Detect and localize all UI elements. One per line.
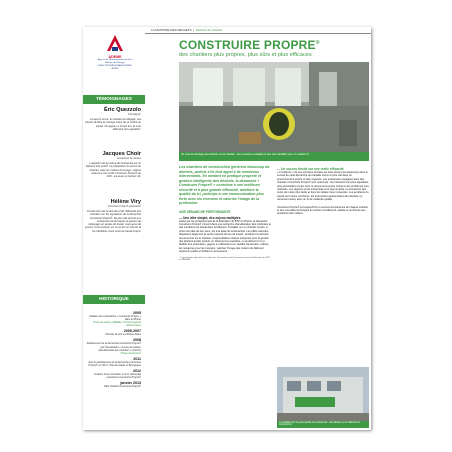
testimonial [85, 151, 141, 178]
history-year: janvier 2013 [120, 381, 141, 386]
logo-direction: DIRECTION RÉGIONALE RHÔNE-ALPES [97, 65, 133, 70]
section-heading: UNE DÉMARCHE PERFORMANTE [179, 209, 231, 214]
article-title [179, 38, 320, 52]
history-event: Période de test en Rhône-Alpes [105, 333, 141, 337]
testimonial [85, 107, 141, 131]
testimonial-role: Conducteur de travaux [116, 157, 141, 160]
footnote: * Organisation régie dans le cadre des Conventions de Partenariat entre la Fédération du BTP et l'ADEME. [179, 256, 271, 262]
logo-subtitle: Agence de l'Environnement et de la Maîtrise de l'Énergie [97, 59, 133, 64]
testimonial [85, 199, 141, 233]
building-image [277, 367, 369, 421]
testimonials-heading: TÉMOIGNAGES [83, 95, 145, 104]
logo-brand: ADEME [108, 55, 122, 59]
history-item [85, 329, 141, 336]
history-year: 2008 [133, 338, 141, 343]
testimonial-name: Éric Quezzolo [104, 107, 141, 113]
breadcrumb-current: Déchets de chantier [195, 28, 223, 32]
construction-site-image [179, 62, 369, 152]
article-column-right [277, 165, 369, 216]
ademe-logo [95, 32, 135, 78]
building-photo [277, 367, 369, 421]
history-year: 2005-2007 [123, 329, 141, 334]
photo-caption: La visibilité pour le grand public de la démarche : des bâches sur le bâtiment en construction. [277, 421, 369, 428]
testimonial-quote: Lorsqu'on arrive, le chantier est dégagé, pas besoin de fibre le ménage avant de se mettre au travail. On gagne un temps fou, et c'est tellement plus agréable ! [85, 118, 141, 131]
history-event: 100e chantier Construire Propre® [103, 385, 141, 389]
article-column-left [179, 165, 271, 262]
history-item [85, 381, 141, 388]
section-body: « L'évidence » de ses principes de base est sans doute pour beaucoup dans le succès de cette démarche qui travaille mieux et plus vite dans un environnement propre et bien organisé. Les entreprises engagées dans des chantiers Construire Propre® sont unanimes : les chantiers sont plus agréables, plus accessibles et plus sûrs, le personnel est plus motivé et les problèmes sont maîtrisés. Les rapports entre entreprises sont plus simples, la succession des corps de métier plus facile et donc les délais mieux respectés. Les accidents du travail sont moins nombreux, les entreprises gestionnaires des déchets s'y retrouvent aussi, avec un tri de meilleure qualité. [277, 171, 369, 202]
history-item [85, 369, 141, 379]
testimonial-name: Hélène Viry [110, 199, 141, 205]
section-body: Initiée par les professionnels de la fédération du BTP du Rhône, la démarche Construire Propre® s'inscrit dans une recherche d'amélioration des méthodes et des conditions de travail dans le bâtiment. Travailler sur un chantier propre, à priori une idée de bon sens, est à la base de la démarche. Les effets attendus dépassent largement la seule propreté du lieu de travail : améliorer la sécurité du personnel sur le chantier, responsabiliser chaque entreprise pour la gestion des déchets qu'elle produit, en diminuer les quantités, en améliorer le tri et faciliter leur évacuation, gagner en efficacité et en rapidité d'exécution, réduire les nuisances pour les riverains, valoriser l'image des métiers du bâtiment auprès du public et faciliter le recrutement. [179, 219, 271, 254]
document-page [83, 27, 371, 430]
photo-caption: Un local de stockage des déchets sur le chantier : des conteneurs adaptés et des sacs identifiés pour un meilleur tri. [179, 152, 369, 161]
history-item [85, 357, 141, 367]
history-event: Déploiement de la démarche Construire Propre® par l'Association « Centre de Liaison opérationnelle des chantiers » (CLOC) [86, 342, 141, 352]
history-event: Initiation de la démarche « Construire Propre » dans le Rhône [89, 315, 141, 322]
section-subheading: — Une idée simple, des enjeux multiples [179, 215, 241, 220]
history-list [85, 309, 141, 388]
section-subheading: — Un succès tiendé sur une réelle efficacité [277, 167, 344, 171]
title-text: CONSTRUIRE PROPRE [179, 38, 316, 52]
history-event: Création d'une formation et d'un référentiel entreprises Construire Propre® [93, 373, 141, 380]
section-body: Construire Propre® est aujourd'hui un recours d'expérience de chaque chantier et des nouvelles techniques du secteur du bâtiment, adapté et pertinente aux évolutions des métiers. [277, 205, 368, 216]
article-intro: Les chantiers de construction génèrent beaucoup de déchets, parfois s'ils font appel à de nombreux intervenants. En mettant en pratique propreté et gestion intelligente des déchets, la démarche « Construire Propre® » contribue à une meilleure sécurité et à plus grande efficacité, améliore la qualité du tri, participe à une communication plus forte avec les riverains et valorise l'image de la profession. [179, 165, 270, 205]
breadcrumb: LA MAITRISE DES DÉCHETS | Déchets de chantier [151, 28, 223, 32]
ademe-logo-icon [104, 32, 126, 54]
testimonial-name: Jacques Choir [102, 151, 141, 157]
construction-site-photo [179, 62, 369, 152]
history-year: 2011 [133, 356, 141, 361]
history-item [85, 338, 141, 354]
header-breadcrumb [145, 27, 371, 34]
history-year: 2012 [133, 369, 141, 374]
history-event: Avis du déploiement de la démarche Construire Propre® en Nord - Pas-de-Calais et Bourgogne [88, 360, 141, 367]
testimonial-role: Compagnon [127, 113, 141, 116]
article-subtitle: des chantiers plus propres, plus sûrs et plus efficaces [179, 52, 312, 58]
testimonial-quote: L'adoption de la culture de l'entreprise est un élément très positif. La préparation en amont du chantier, avec les maîtres d'ouvrage, maîtres d'œuvre et les outils Construire Propre® du CDC, est aussi un facteur clé. [85, 162, 141, 179]
history-year: 2005 [133, 311, 141, 315]
sidebar [83, 27, 145, 430]
history-item [85, 311, 141, 327]
history-note: Porté de séance ADEME / Conseil régional Rhône-Alpes [93, 321, 141, 328]
testimonial-role: Construire Propre® association [107, 205, 141, 208]
history-note: Phase d'extension [120, 351, 141, 355]
history-heading: HISTORIQUE [83, 295, 145, 304]
registered-mark: ® [315, 40, 320, 46]
testimonial-quote: Construction de la sécurité et de l'efficacité des chantiers sur les signataires de la démarche Construire Propre®. De plus elle permet aux entreprises de témoigner la gestion de nettoyage sur gestes de travail, mais aussi de pouvoir communiquer sur ce qu'est un rôle-clé et les bénéfices d'une zone de travail propre. [85, 210, 141, 233]
breadcrumb-section: LA MAITRISE DES DÉCHETS [151, 28, 192, 32]
